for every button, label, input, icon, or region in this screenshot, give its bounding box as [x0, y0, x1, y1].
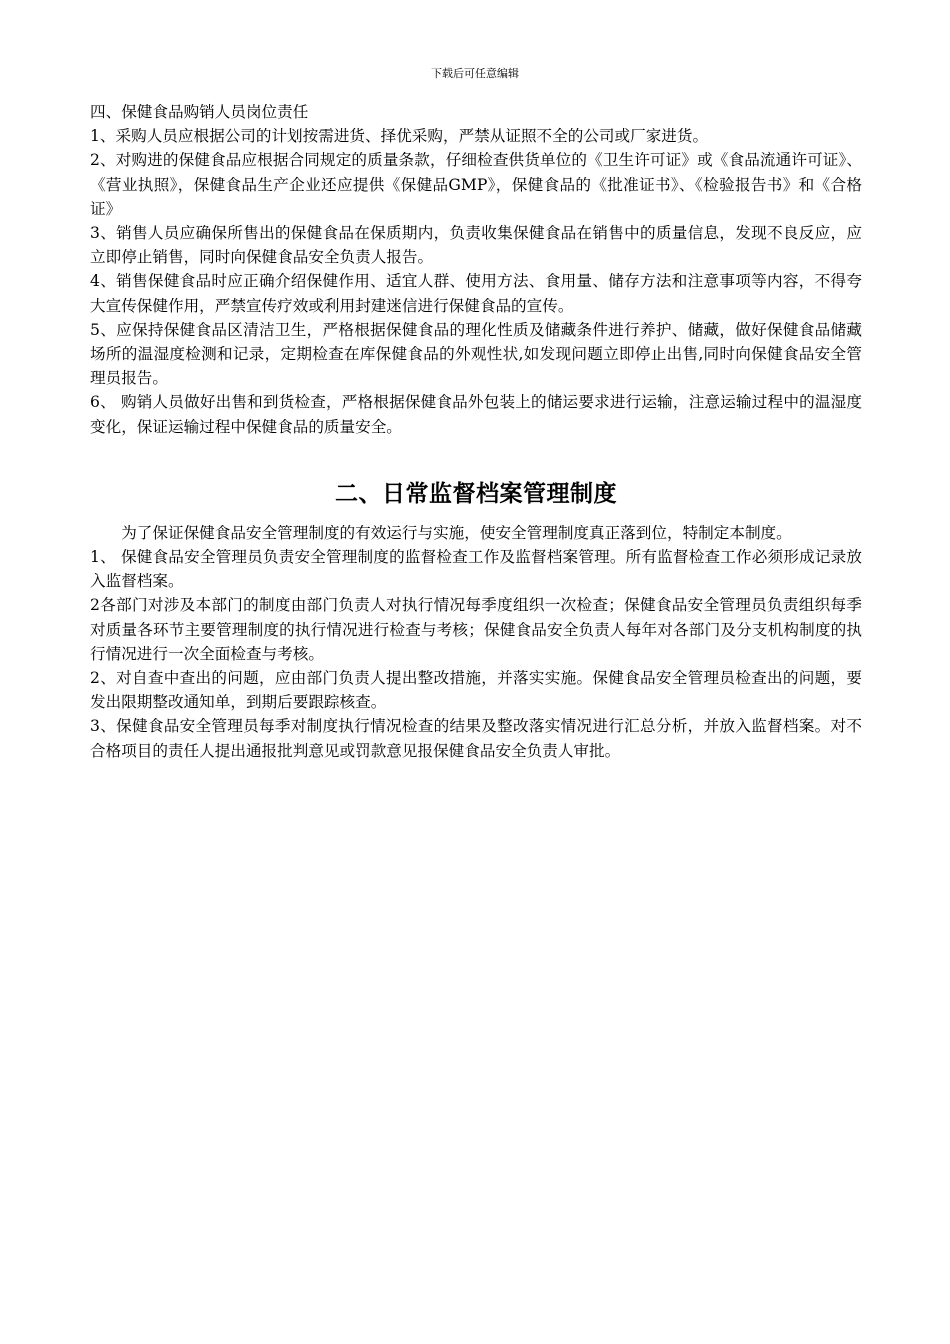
section-supervision-archive — [90, 521, 862, 763]
list-item: 2各部门对涉及本部门的制度由部门负责人对执行情况每季度组织一次检查；保健食品安全管理员负责组织每季对质量各环节主要管理制度的执行情况进行检查与考核；保健食品安全负责人每年对各部门及分支机构制度的执行情况进行一次全面检查与考核。 — [90, 596, 862, 663]
document-body — [90, 100, 862, 763]
list-item: 5、应保持保健食品区清洁卫生，严格根据保健食品的理化性质及储藏条件进行养护、储藏，做好保健食品储藏场所的温湿度检测和记录，定期检查在库保健食品的外观性状,如发现问题立即停止出售,同时向保健食品安全管理员报告。 — [90, 320, 862, 388]
list-item: 2、对自查中查出的问题，应由部门负责人提出整改措施，并落实实施。保健食品安全管理员检查出的问题，要发出限期整改通知单，到期后要跟踪核查。 — [90, 669, 862, 712]
list-item: 4、销售保健食品时应正确介绍保健作用、适宜人群、使用方法、食用量、储存方法和注意事项等内容，不得夸大宣传保健作用，严禁宣传疗效或利用封建迷信进行保健食品的宣传。 — [90, 272, 862, 315]
section-intro: 为了保证保健食品安全管理制度的有效运行与实施，使安全管理制度真正落到位，特制定本制度。 — [121, 523, 792, 542]
list-item: 1、采购人员应根据公司的计划按需进货、择优采购，严禁从证照不全的公司或厂家进货。 — [90, 127, 709, 146]
section-purchase-sales-duties — [90, 100, 862, 439]
header-note: 下载后可任意编辑 — [431, 67, 519, 80]
section-heading: 四、保健食品购销人员岗位责任 — [90, 103, 309, 121]
list-item: 6、 购销人员做好出售和到货检查，严格根据保健食品外包装上的储运要求进行运输，注意运输过程中的温湿度变化，保证运输过程中保健食品的质量安全。 — [90, 393, 862, 436]
list-item: 3、销售人员应确保所售出的保健食品在保质期内，负责收集保健食品在销售中的质量信息，发现不良反应，应立即停止销售，同时向保健食品安全负责人报告。 — [90, 224, 862, 267]
section-title: 二、日常监督档案管理制度 — [335, 480, 617, 507]
list-item: 2、对购进的保健食品应根据合同规定的质量条款，仔细检查供货单位的《卫生许可证》或《食品流通许可证》、《营业执照》，保健食品生产企业还应提供《保健品GMP》，保健食品的《批准证书》、《检验报告书》和《合格证》 — [90, 151, 862, 218]
list-item: 1、 保健食品安全管理员负责安全管理制度的监督检查工作及监督档案管理。所有监督检查工作必须形成记录放入监督档案。 — [90, 548, 862, 591]
list-item: 3、保健食品安全管理员每季对制度执行情况检查的结果及整改落实情况进行汇总分析，并放入监督档案。对不合格项目的责任人提出通报批判意见或罚款意见报保健食品安全负责人审批。 — [90, 717, 862, 760]
